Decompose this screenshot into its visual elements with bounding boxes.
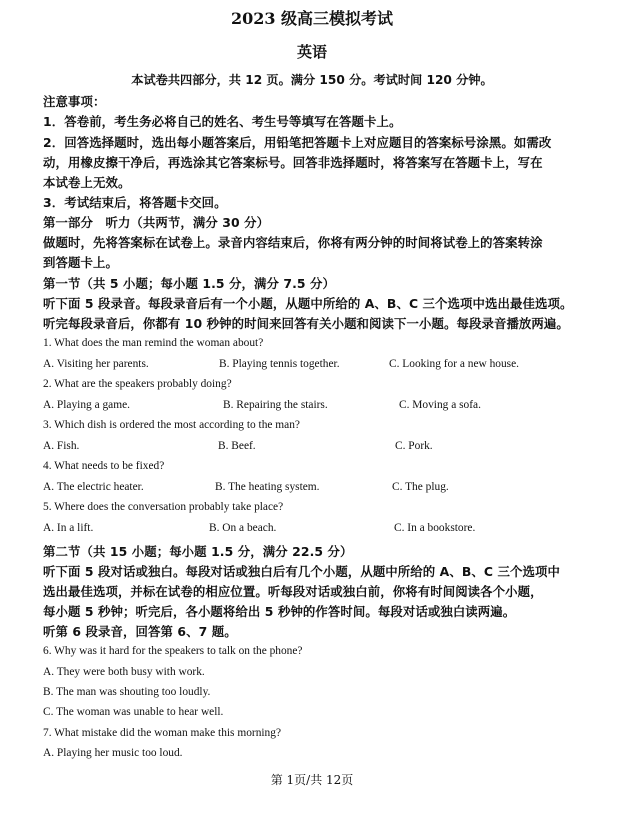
- question-7: 7. What mistake did the woman make this morning?: [43, 727, 281, 739]
- section1-instructions: 听完每段录音后，你都有 10 秒钟的时间来回答有关小题和阅读下一小题。每段录音播放两遍。: [43, 316, 569, 331]
- option-a: A. The electric heater.: [43, 481, 144, 493]
- option-a: A. Playing her music too loud.: [43, 747, 183, 759]
- section2-instructions: 听下面 5 段对话或独白。每段对话或独白后有几个小题，从题中所给的 A、B、C 三个选项中: [43, 564, 560, 579]
- question-6: 6. Why was it hard for the speakers to talk on the phone?: [43, 645, 303, 657]
- option-a: A. They were both busy with work.: [43, 666, 205, 678]
- section2-instructions: 每小题 5 秒钟；听完后，各小题将给出 5 秒钟的作答时间。每段对话或独白读两遍。: [43, 604, 516, 619]
- section2-heading: 第二节（共 15 小题；每小题 1.5 分，满分 22.5 分）: [43, 544, 353, 559]
- option-a: A. Visiting her parents.: [43, 358, 149, 370]
- question-2: 2. What are the speakers probably doing?: [43, 378, 232, 390]
- exam-title: 2023 级高三模拟考试: [230, 9, 394, 28]
- exam-info: 本试卷共四部分，共 12 页。满分 150 分。考试时间 120 分钟。: [131, 73, 493, 87]
- option-c: C. Moving a sofa.: [399, 399, 481, 411]
- part1-instructions: 到答题卡上。: [43, 255, 118, 270]
- option-c: C. In a bookstore.: [394, 522, 476, 534]
- question-5: 5. Where does the conversation probably take place?: [43, 501, 284, 513]
- option-c: C. Looking for a new house.: [389, 358, 520, 370]
- subject-title: 英语: [296, 43, 327, 61]
- notes-heading: 注意事项：: [43, 94, 106, 109]
- section1-heading: 第一节（共 5 小题；每小题 1.5 分，满分 7.5 分）: [43, 276, 336, 291]
- option-c: C. Pork.: [395, 440, 433, 452]
- option-a: A. In a lift.: [43, 522, 94, 534]
- question-3: 3. Which dish is ordered the most according to the man?: [43, 419, 300, 431]
- option-a: A. Fish.: [43, 440, 80, 452]
- part1-heading: 第一部分 听力（共两节，满分 30 分）: [43, 215, 270, 230]
- option-b: B. Beef.: [218, 440, 256, 452]
- section2-instructions: 选出最佳选项，并标在试卷的相应位置。听每段对话或独白前，你将有时间阅读各个小题，: [43, 584, 543, 599]
- option-a: A. Playing a game.: [43, 399, 130, 411]
- option-b: B. Playing tennis together.: [219, 358, 340, 370]
- note-line: 动，用橡皮擦干净后，再选涂其它答案标号。回答非选择题时，将答案写在答题卡上，写在: [43, 155, 543, 170]
- question-4: 4. What needs to be fixed?: [43, 460, 165, 472]
- note-line: 3．考试结束后，将答题卡交回。: [43, 195, 227, 210]
- question-1: 1. What does the man remind the woman about?: [43, 337, 264, 349]
- note-line: 本试卷上无效。: [43, 175, 131, 190]
- option-b: B. Repairing the stairs.: [223, 399, 328, 411]
- note-line: 1．答卷前，考生务必将自己的姓名、考生号等填写在答题卡上。: [43, 114, 402, 129]
- option-b: B. The heating system.: [215, 481, 320, 493]
- part1-instructions: 做题时，先将答案标在试卷上。录音内容结束后，你将有两分钟的时间将试卷上的答案转涂: [43, 235, 543, 250]
- option-b: B. The man was shouting too loudly.: [43, 686, 211, 698]
- option-c: C. The woman was unable to hear well.: [43, 706, 224, 718]
- option-b: B. On a beach.: [209, 522, 277, 534]
- page-footer: 第 1页/共 12页: [270, 773, 354, 787]
- section1-instructions: 听下面 5 段录音。每段录音后有一个小题，从题中所给的 A、B、C 三个选项中选出最佳选项。: [43, 296, 573, 311]
- option-c: C. The plug.: [392, 481, 449, 493]
- subsection-heading: 听第 6 段录音，回答第 6、7 题。: [43, 624, 237, 639]
- note-line: 2．回答选择题时，选出每小题答案后，用铅笔把答题卡上对应题目的答案标号涂黑。如需改: [43, 135, 552, 150]
